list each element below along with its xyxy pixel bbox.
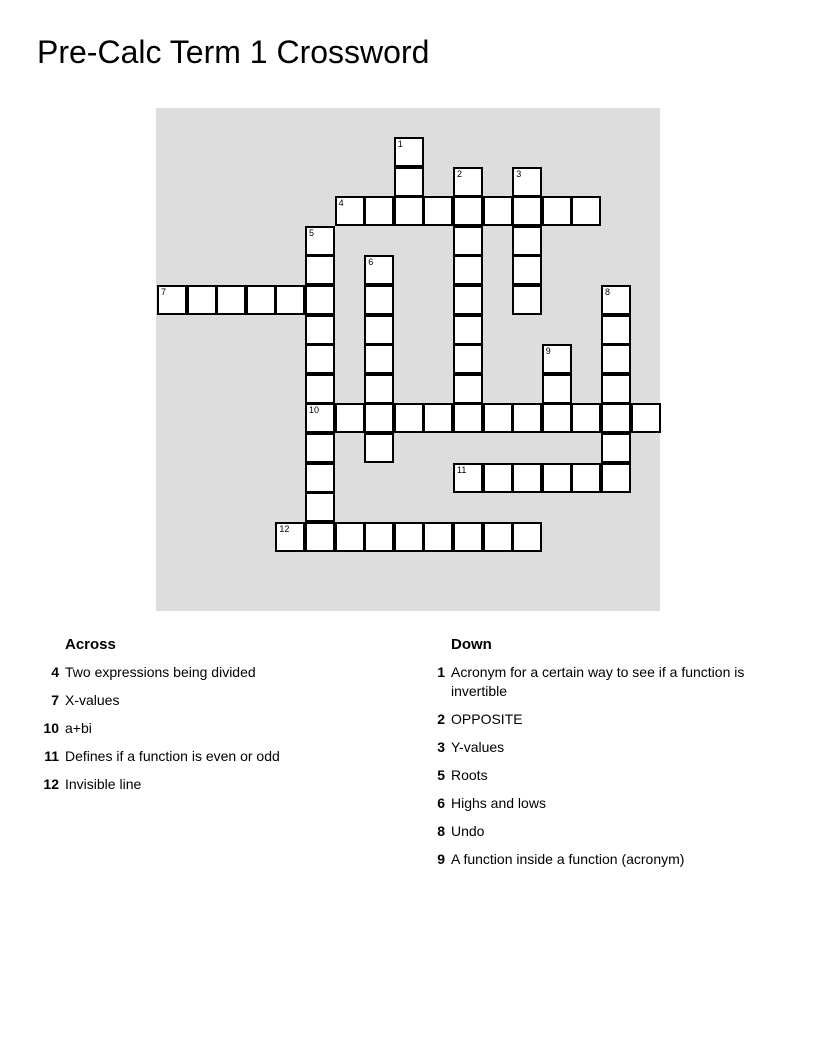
- grid-cell[interactable]: [394, 403, 424, 433]
- grid-cell[interactable]: [335, 196, 365, 226]
- grid-cell[interactable]: [305, 492, 335, 522]
- grid-cell[interactable]: [601, 403, 631, 433]
- cell-number: 11: [457, 464, 467, 475]
- clue-text: OPPOSITE: [451, 711, 523, 727]
- clue-number: 1: [437, 664, 445, 680]
- clue-text: Acronym for a certain way to see if a function is invertible: [451, 664, 745, 699]
- grid-cell[interactable]: [542, 403, 572, 433]
- crossword-grid: [156, 108, 660, 611]
- cell-number: 8: [605, 287, 611, 297]
- grid-cell[interactable]: [275, 285, 305, 315]
- grid-cell[interactable]: [364, 403, 394, 433]
- clue-item: [418, 822, 778, 841]
- clue-item: [418, 794, 778, 813]
- grid-cell[interactable]: [453, 374, 483, 404]
- grid-cell[interactable]: [601, 285, 631, 315]
- grid-cell[interactable]: [305, 374, 335, 404]
- cell-number: 1: [397, 139, 403, 149]
- across-clues: [32, 636, 392, 803]
- grid-cell[interactable]: [601, 374, 631, 404]
- grid-cell[interactable]: [335, 522, 365, 552]
- grid-cell[interactable]: [187, 285, 217, 315]
- grid-cell[interactable]: [364, 315, 394, 345]
- clue-text: a+bi: [65, 720, 92, 736]
- grid-cell[interactable]: [601, 433, 631, 463]
- grid-cell[interactable]: [453, 255, 483, 285]
- grid-cell[interactable]: [305, 463, 335, 493]
- grid-cell[interactable]: [305, 226, 335, 256]
- clue-number: 10: [43, 720, 59, 736]
- clue-item: [418, 738, 778, 757]
- clue-text: Two expressions being divided: [65, 664, 256, 680]
- grid-cell[interactable]: [305, 285, 335, 315]
- grid-cell[interactable]: [453, 344, 483, 374]
- grid-cell[interactable]: [512, 522, 542, 552]
- grid-cell[interactable]: [512, 463, 542, 493]
- clue-number: 6: [437, 795, 445, 811]
- cell-number: 3: [516, 168, 522, 179]
- clue-text: Invisible line: [65, 776, 142, 792]
- grid-cell[interactable]: [542, 463, 572, 493]
- grid-cell[interactable]: [216, 285, 246, 315]
- grid-cell[interactable]: [512, 226, 542, 256]
- grid-cell[interactable]: [423, 196, 453, 226]
- clue-item: [418, 850, 778, 869]
- clue-text: Defines if a function is even or odd: [65, 748, 280, 764]
- grid-cell[interactable]: [305, 433, 335, 463]
- clue-number: 9: [437, 851, 445, 867]
- cell-number: 5: [309, 227, 315, 238]
- grid-cell[interactable]: [453, 315, 483, 345]
- across-clue-list: [32, 663, 392, 794]
- clue-number: 5: [437, 767, 445, 783]
- clue-item: [32, 663, 392, 682]
- grid-cell[interactable]: [364, 433, 394, 463]
- grid-cell[interactable]: [453, 285, 483, 315]
- grid-cell[interactable]: [364, 374, 394, 404]
- grid-cell[interactable]: [364, 522, 394, 552]
- grid-cell[interactable]: [394, 137, 424, 167]
- clue-item: [32, 775, 392, 794]
- clue-number: 3: [437, 739, 445, 755]
- grid-cell[interactable]: [394, 196, 424, 226]
- clue-text: Roots: [451, 767, 488, 783]
- clue-text: Highs and lows: [451, 795, 546, 811]
- clue-item: [32, 719, 392, 738]
- grid-cell[interactable]: [483, 463, 513, 493]
- cell-number: 4: [338, 198, 344, 209]
- grid-cell[interactable]: [275, 522, 305, 552]
- grid-cell[interactable]: [453, 226, 483, 256]
- clue-number: 11: [44, 748, 59, 764]
- grid-cell[interactable]: [512, 167, 542, 197]
- grid-cell[interactable]: [364, 344, 394, 374]
- grid-cell[interactable]: [246, 285, 276, 315]
- grid-cell[interactable]: [364, 196, 394, 226]
- grid-cell[interactable]: [305, 344, 335, 374]
- grid-cell[interactable]: [601, 344, 631, 374]
- page-title: Pre-Calc Term 1 Crossword: [37, 34, 430, 70]
- cell-number: 6: [368, 257, 374, 268]
- grid-cell[interactable]: [542, 196, 572, 226]
- grid-cell[interactable]: [453, 522, 483, 552]
- grid-cell[interactable]: [483, 522, 513, 552]
- grid-cell[interactable]: [571, 403, 601, 433]
- grid-cell[interactable]: [512, 255, 542, 285]
- across-heading: Across: [65, 636, 116, 653]
- grid-cell[interactable]: [453, 196, 483, 226]
- grid-cell[interactable]: [423, 403, 453, 433]
- clue-item: [32, 747, 392, 766]
- clue-number: 7: [51, 692, 59, 708]
- clue-text: A function inside a function (acronym): [451, 851, 685, 867]
- down-heading: Down: [451, 636, 492, 653]
- down-clue-list: [418, 663, 778, 869]
- grid-cell[interactable]: [542, 344, 572, 374]
- clue-item: [418, 710, 778, 729]
- grid-cell[interactable]: [364, 285, 394, 315]
- grid-cell[interactable]: [483, 403, 513, 433]
- cell-number: 2: [457, 168, 463, 179]
- clue-number: 4: [51, 664, 59, 680]
- clue-item: [418, 766, 778, 785]
- grid-cell[interactable]: [394, 167, 424, 197]
- clue-item: [418, 663, 778, 701]
- grid-cell[interactable]: [423, 522, 453, 552]
- cell-number: 12: [279, 523, 290, 534]
- clue-item: [32, 691, 392, 710]
- grid-cell[interactable]: [631, 403, 661, 433]
- grid-cell[interactable]: [512, 285, 542, 315]
- grid-cell[interactable]: [394, 522, 424, 552]
- cell-number: 9: [545, 346, 551, 357]
- grid-cell[interactable]: [483, 196, 513, 226]
- grid-cell[interactable]: [512, 403, 542, 433]
- clue-number: 8: [437, 823, 445, 839]
- grid-cell[interactable]: [305, 315, 335, 345]
- cell-number: 7: [161, 287, 167, 297]
- clue-text: Undo: [451, 823, 485, 839]
- grid-cell[interactable]: [512, 196, 542, 226]
- grid-cell[interactable]: [571, 196, 601, 226]
- grid-cell[interactable]: [157, 285, 187, 315]
- grid-cell[interactable]: [601, 463, 631, 493]
- grid-cell[interactable]: [453, 403, 483, 433]
- grid-cell[interactable]: [305, 255, 335, 285]
- cell-number: 10: [309, 405, 320, 416]
- grid-cell[interactable]: [542, 374, 572, 404]
- down-clues: [418, 636, 778, 878]
- clue-number: 2: [437, 711, 445, 727]
- grid-cell[interactable]: [335, 403, 365, 433]
- grid-cell[interactable]: [364, 255, 394, 285]
- grid-cell[interactable]: [305, 403, 335, 433]
- grid-cell[interactable]: [571, 463, 601, 493]
- grid-cell[interactable]: [453, 167, 483, 197]
- clue-text: X-values: [65, 692, 120, 708]
- clue-number: 12: [43, 776, 59, 792]
- grid-cell[interactable]: [453, 463, 483, 493]
- grid-cell[interactable]: [601, 315, 631, 345]
- grid-cell[interactable]: [305, 522, 335, 552]
- clue-text: Y-values: [451, 739, 505, 755]
